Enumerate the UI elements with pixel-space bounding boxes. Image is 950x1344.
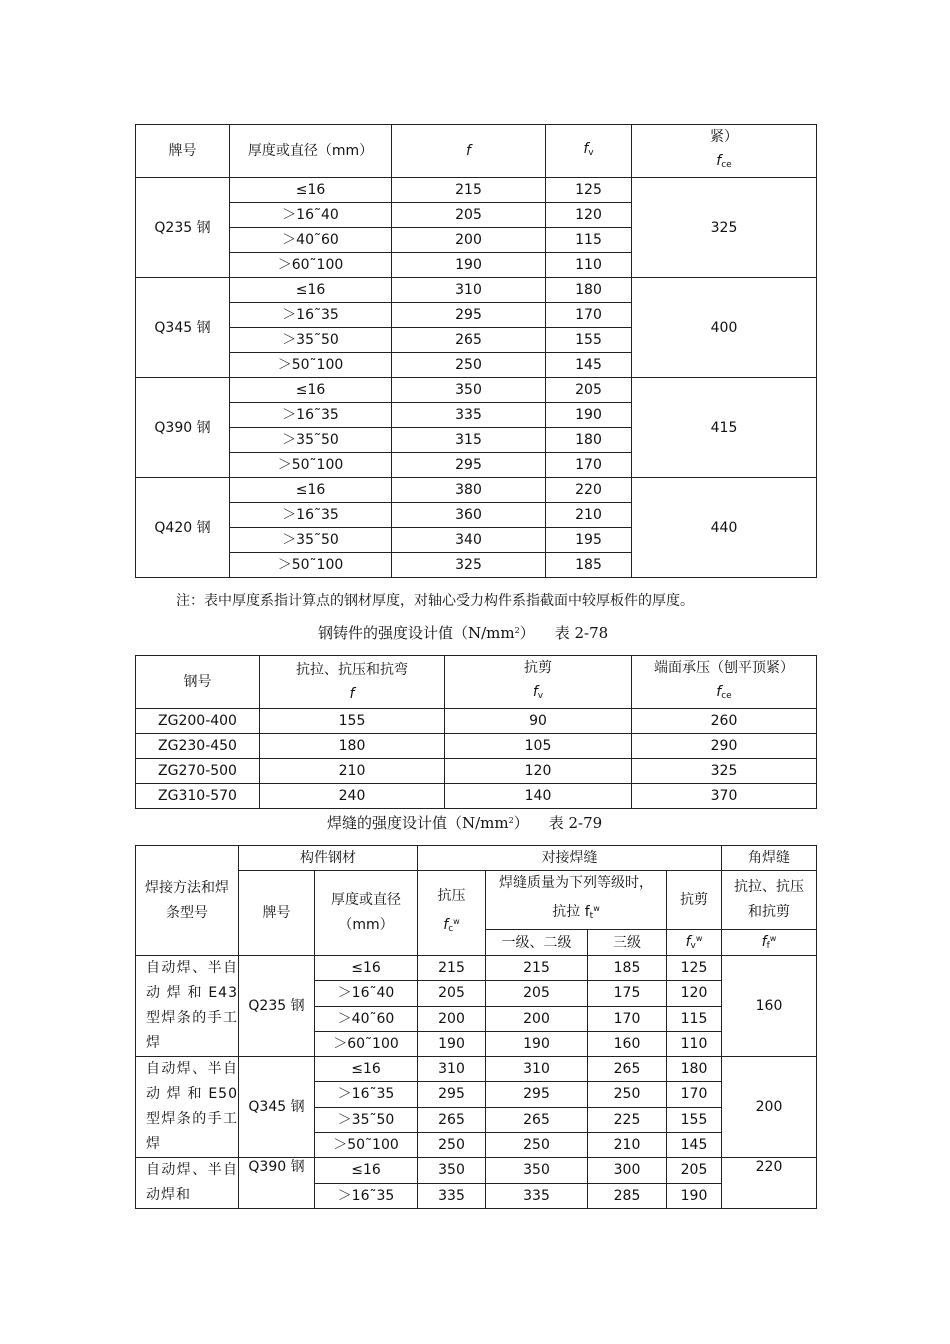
f-cell: 205 — [392, 203, 546, 228]
table-row — [136, 784, 817, 809]
thickness-cell: ＞40˜60 — [315, 1006, 418, 1031]
ffw-cell: 200 — [722, 1057, 817, 1158]
fce-symbol: f — [716, 684, 722, 700]
fce-header — [632, 125, 817, 178]
fv-cell: 125 — [546, 178, 632, 203]
fvw-header — [667, 930, 722, 956]
f-cell: 350 — [392, 378, 546, 403]
fvw-symbol: f — [685, 934, 691, 950]
fv-cell: 210 — [546, 503, 632, 528]
grade-header: 牌号 — [136, 125, 230, 178]
caption-superscript: 2 — [508, 816, 514, 825]
table-number: 表 2-78 — [554, 624, 609, 642]
fv-cell: 180 — [546, 278, 632, 303]
tension-quality-text: 焊缝质量为下列等级时，抗拉 f — [499, 875, 653, 920]
fcw-cell: 265 — [418, 1107, 486, 1132]
ftw12-cell: 205 — [486, 981, 588, 1006]
table-header-row — [136, 125, 817, 178]
fvw-cell: 115 — [667, 1006, 722, 1031]
thickness-cell: ＞16˜35 — [230, 503, 392, 528]
f-cell: 190 — [392, 253, 546, 278]
table-row — [136, 1057, 817, 1082]
table-row — [136, 734, 817, 759]
fvw-cell: 145 — [667, 1132, 722, 1157]
thickness-cell: ＞60˜100 — [315, 1031, 418, 1056]
ftw12-cell: 295 — [486, 1082, 588, 1107]
fv-symbol: f — [583, 141, 589, 157]
f-cell: 215 — [392, 178, 546, 203]
ftw3-cell: 225 — [588, 1107, 667, 1132]
ftw-subscript: t — [589, 911, 594, 921]
f-cell: 250 — [392, 353, 546, 378]
shear-header — [445, 656, 632, 709]
f-cell: 295 — [392, 453, 546, 478]
ftw3-cell: 300 — [588, 1158, 667, 1184]
caption-close: ） — [519, 624, 535, 642]
bearing-header-text: 端面承压（刨平顶紧） — [654, 660, 794, 676]
fcw-cell: 335 — [418, 1183, 486, 1209]
thickness-cell: ＞16˜35 — [315, 1183, 418, 1209]
thickness-cell: ＞16˜35 — [315, 1082, 418, 1107]
fce-cell: 415 — [632, 378, 817, 478]
ftw12-cell: 265 — [486, 1107, 588, 1132]
thickness-cell: ≤16 — [230, 378, 392, 403]
shear-header-text: 抗剪 — [524, 660, 552, 676]
f-cell: 210 — [260, 759, 445, 784]
tension-header — [260, 656, 445, 709]
method-cell: 自动焊、半自动焊和 — [136, 1158, 239, 1209]
thickness-header: 厚度或直径（mm） — [315, 871, 418, 956]
caption-text: 钢铸件的强度设计值（N/mm — [318, 624, 515, 642]
fvw-cell: 125 — [667, 956, 722, 981]
fvw-superscript: w — [695, 934, 703, 943]
ftw12-cell: 335 — [486, 1183, 588, 1209]
table-row — [136, 759, 817, 784]
fvw-cell: 180 — [667, 1057, 722, 1082]
fv-subscript: v — [537, 691, 544, 701]
level3-header: 三级 — [588, 930, 667, 956]
grade-cell: Q235 钢 — [239, 956, 315, 1057]
table-row — [136, 709, 817, 734]
f-cell: 380 — [392, 478, 546, 503]
f-cell: 335 — [392, 403, 546, 428]
caption-close: ） — [513, 814, 529, 832]
fcw-cell: 310 — [418, 1057, 486, 1082]
steel-strength-table — [135, 124, 817, 578]
fce-cell: 325 — [632, 759, 817, 784]
steel-strength-body — [136, 178, 817, 578]
fv-cell: 190 — [546, 403, 632, 428]
caption-text: 焊缝的强度设计值（N/mm — [327, 814, 509, 832]
ftw12-cell: 215 — [486, 956, 588, 981]
tension-quality-header — [486, 871, 667, 930]
f-cell: 315 — [392, 428, 546, 453]
ftw12-cell: 190 — [486, 1031, 588, 1056]
fv-header — [546, 125, 632, 178]
cast-steel-caption — [318, 622, 608, 643]
grade-cell: ZG200-400 — [136, 709, 260, 734]
ftw3-cell: 160 — [588, 1031, 667, 1056]
thickness-cell: ＞16˜40 — [230, 203, 392, 228]
thickness-cell: ＞35˜50 — [230, 528, 392, 553]
ftw3-cell: 250 — [588, 1082, 667, 1107]
ftw12-cell: 310 — [486, 1057, 588, 1082]
table-number: 表 2-79 — [548, 814, 603, 832]
ftw3-cell: 185 — [588, 956, 667, 981]
fce-cell: 440 — [632, 478, 817, 578]
grade-header: 牌号 — [239, 871, 315, 956]
f-cell: 180 — [260, 734, 445, 759]
ftw3-cell: 265 — [588, 1057, 667, 1082]
thickness-cell: ＞16˜40 — [315, 981, 418, 1006]
fcw-superscript: w — [453, 917, 460, 926]
fcw-symbol: f — [443, 917, 449, 933]
thickness-cell: ≤16 — [230, 478, 392, 503]
cast-steel-table — [135, 655, 817, 809]
fv-cell: 120 — [445, 759, 632, 784]
grade-cell: ZG310-570 — [136, 784, 260, 809]
fvw-cell: 190 — [667, 1183, 722, 1209]
fcw-cell: 250 — [418, 1132, 486, 1157]
fv-cell: 145 — [546, 353, 632, 378]
thickness-cell: ＞50˜100 — [230, 453, 392, 478]
ffw-superscript: w — [769, 934, 777, 943]
fcw-cell: 190 — [418, 1031, 486, 1056]
table-row — [136, 378, 817, 403]
fillet-weld-header: 角焊缝 — [722, 846, 817, 871]
thickness-cell: ＞35˜50 — [230, 428, 392, 453]
cast-steel-body — [136, 709, 817, 809]
fce-cell: 325 — [632, 178, 817, 278]
table-header-row — [136, 871, 817, 930]
method-header: 焊接方法和焊条型号 — [136, 846, 239, 956]
thickness-cell: ＞60˜100 — [230, 253, 392, 278]
ffw-cell: 160 — [722, 956, 817, 1057]
ftw3-cell: 285 — [588, 1183, 667, 1209]
fv-cell: 220 — [546, 478, 632, 503]
shear-header: 抗剪 — [667, 871, 722, 930]
thickness-cell: ≤16 — [315, 1057, 418, 1082]
caption-superscript: 2 — [514, 626, 520, 635]
fv-cell: 115 — [546, 228, 632, 253]
fce-subscript: ce — [721, 160, 732, 170]
f-cell: 310 — [392, 278, 546, 303]
grade-cell: Q345 钢 — [136, 278, 230, 378]
thickness-cell: ＞50˜100 — [230, 553, 392, 578]
fce-cell: 370 — [632, 784, 817, 809]
f-cell: 295 — [392, 303, 546, 328]
ftw3-cell: 170 — [588, 1006, 667, 1031]
ftw12-cell: 250 — [486, 1132, 588, 1157]
fv-cell: 155 — [546, 328, 632, 353]
f-header — [392, 125, 546, 178]
grade-cell: Q390 钢 — [239, 1158, 315, 1209]
grade-cell: ZG230-450 — [136, 734, 260, 759]
thickness-header: 厚度或直径（mm） — [230, 125, 392, 178]
fce-subscript: ce — [721, 691, 732, 701]
fv-cell: 185 — [546, 553, 632, 578]
fcw-cell: 350 — [418, 1158, 486, 1184]
table-row — [136, 178, 817, 203]
weld-strength-body — [136, 956, 817, 1209]
f-cell: 340 — [392, 528, 546, 553]
fvw-cell: 155 — [667, 1107, 722, 1132]
fcw-cell: 295 — [418, 1082, 486, 1107]
fv-cell: 170 — [546, 303, 632, 328]
fvw-cell: 170 — [667, 1082, 722, 1107]
ftw12-cell: 350 — [486, 1158, 588, 1184]
table-row — [136, 278, 817, 303]
thickness-cell: ＞16˜35 — [230, 303, 392, 328]
thickness-cell: ＞50˜100 — [315, 1132, 418, 1157]
thickness-cell: ＞16˜35 — [230, 403, 392, 428]
table-note: 注：表中厚度系指计算点的钢材厚度，对轴心受力构件系指截面中较厚板件的厚度。 — [176, 593, 694, 609]
f-cell: 325 — [392, 553, 546, 578]
fce-cell: 290 — [632, 734, 817, 759]
weld-strength-table — [135, 845, 817, 1209]
tension-header-text: 抗拉、抗压和抗弯 — [296, 662, 408, 678]
fce-symbol: f — [716, 153, 722, 169]
fv-cell: 140 — [445, 784, 632, 809]
fv-cell: 170 — [546, 453, 632, 478]
ftw3-cell: 210 — [588, 1132, 667, 1157]
f-symbol: f — [349, 686, 355, 702]
fv-cell: 195 — [546, 528, 632, 553]
grade-cell: Q420 钢 — [136, 478, 230, 578]
method-cell: 自动焊、半自动焊和E50 型焊条的手工焊 — [136, 1057, 239, 1158]
thickness-cell: ≤16 — [315, 956, 418, 981]
member-steel-header: 构件钢材 — [239, 846, 418, 871]
grade-cell: Q390 钢 — [136, 378, 230, 478]
ffw-subscript: f — [766, 941, 770, 951]
fvw-cell: 205 — [667, 1158, 722, 1184]
table-row — [136, 956, 817, 981]
thickness-cell: ≤16 — [230, 178, 392, 203]
fce-header-text: 紧） — [710, 129, 738, 145]
thickness-cell: ＞40˜60 — [230, 228, 392, 253]
fv-cell: 105 — [445, 734, 632, 759]
ffw-header — [722, 930, 817, 956]
level12-header: 一级、二级 — [486, 930, 588, 956]
fv-cell: 180 — [546, 428, 632, 453]
fv-cell: 205 — [546, 378, 632, 403]
table-header-row — [136, 656, 817, 709]
fv-cell: 90 — [445, 709, 632, 734]
fcw-cell: 205 — [418, 981, 486, 1006]
fcw-subscript: c — [448, 924, 454, 934]
ffw-symbol: f — [761, 934, 767, 950]
bearing-header — [632, 656, 817, 709]
fcw-cell: 215 — [418, 956, 486, 981]
thickness-cell: ＞50˜100 — [230, 353, 392, 378]
thickness-cell: ＞35˜50 — [315, 1107, 418, 1132]
f-cell: 155 — [260, 709, 445, 734]
fv-subscript: v — [588, 148, 594, 158]
weld-caption — [327, 812, 602, 833]
fvw-cell: 120 — [667, 981, 722, 1006]
fv-cell: 120 — [546, 203, 632, 228]
grade-header: 钢号 — [136, 656, 260, 709]
fvw-cell: 110 — [667, 1031, 722, 1056]
fv-cell: 110 — [546, 253, 632, 278]
f-cell: 265 — [392, 328, 546, 353]
thickness-cell: ＞35˜50 — [230, 328, 392, 353]
ftw3-cell: 175 — [588, 981, 667, 1006]
method-cell: 自动焊、半自动焊和E43 型焊条的手工焊 — [136, 956, 239, 1057]
fillet-text-header: 抗拉、抗压和抗剪 — [722, 871, 817, 930]
ftw-superscript: w — [593, 904, 600, 913]
fce-cell: 400 — [632, 278, 817, 378]
ffw-cell: 220 — [722, 1158, 817, 1209]
grade-cell: Q345 钢 — [239, 1057, 315, 1158]
thickness-cell: ≤16 — [230, 278, 392, 303]
grade-cell: ZG270-500 — [136, 759, 260, 784]
thickness-cell: ≤16 — [315, 1158, 418, 1184]
fvw-subscript: v — [690, 941, 696, 951]
fcw-cell: 200 — [418, 1006, 486, 1031]
compression-header — [418, 871, 486, 956]
table-header-row — [136, 846, 817, 871]
f-symbol: f — [466, 143, 471, 159]
f-cell: 240 — [260, 784, 445, 809]
table-row — [136, 1158, 817, 1184]
butt-weld-header: 对接焊缝 — [418, 846, 722, 871]
grade-cell: Q235 钢 — [136, 178, 230, 278]
f-cell: 200 — [392, 228, 546, 253]
table-row — [136, 478, 817, 503]
compression-header-text: 抗压 — [437, 888, 466, 904]
fv-symbol: f — [532, 684, 538, 700]
f-cell: 360 — [392, 503, 546, 528]
fce-cell: 260 — [632, 709, 817, 734]
ftw12-cell: 200 — [486, 1006, 588, 1031]
